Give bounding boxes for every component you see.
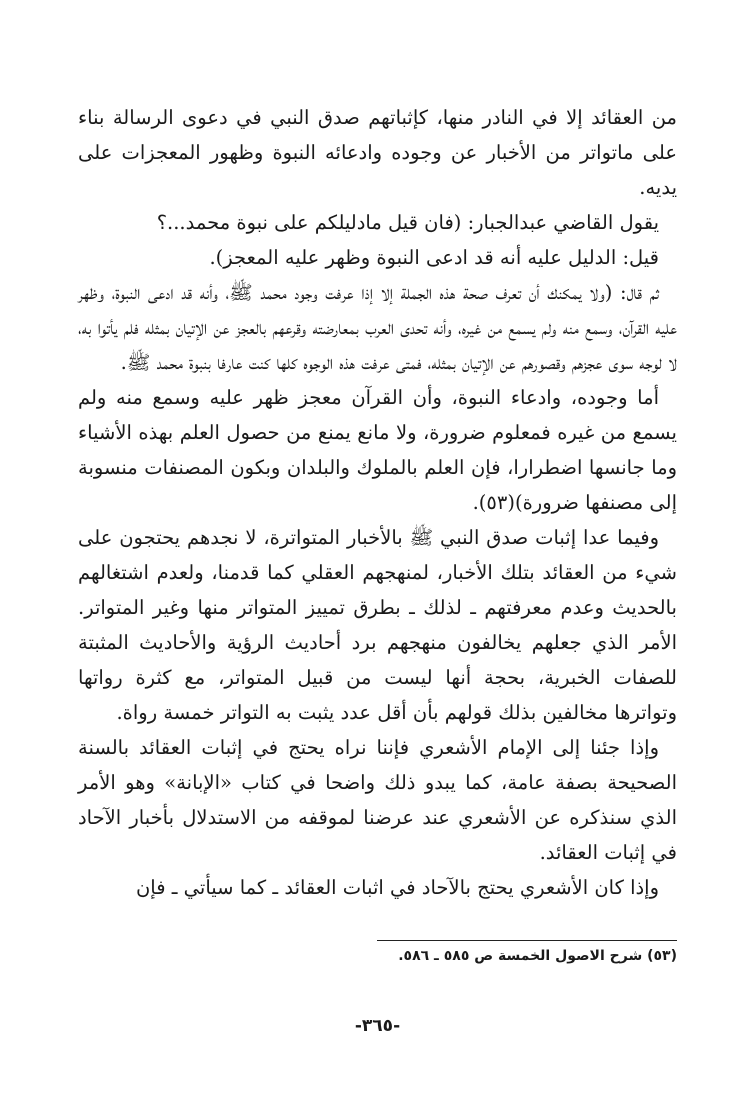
paragraph-6: وفيما عدا إثبات صدق النبي ﷺ بالأخبار المتواترة، لا نجدهم يحتجون على شيء من العقائد بتلك الأخبار، لمنهجهم العقلي كما قدمنا، ولعدم اشتغالهم بالحديث وعدم معرفتهم ـ لذلك ـ بطرق تمييز المتواتر منها وغير المتواتر. الأمر الذي جعلهم يخالفون منهجهم برد أحاديث الرؤية والأحاديث المثبتة للصفات الخبرية، بحجة أنها ليست من قبيل المتواتر، مع كثرة رواتها وتواترها مخالفين بذلك قولهم بأن أقل عدد يثبت به التواتر خمسة رواة. xyxy=(78,526,677,724)
paragraph-3: قيل: الدليل عليه أنه قد ادعى النبوة وظهر عليه المعجز). xyxy=(209,246,659,269)
page-number: -٣٦٥- xyxy=(354,1016,401,1036)
paragraph-7: وإذا جئنا إلى الإمام الأشعري فإننا نراه يحتج في إثبات العقائد بالسنة الصحيحة بصفة عامة، كما يبدو ذلك واضحا في كتاب «الإبانة» وهو الأمر الذي سنذكره عن الأشعري عند عرضنا لموقفه من الاستدلال بأخبار الآحاد في إثبات العقائد. xyxy=(78,736,677,864)
paragraph-2: يقول القاضي عبدالجبار: (فان قيل مادليلكم على نبوة محمد...؟ xyxy=(156,211,659,234)
paragraph-1: من العقائد إلا في النادر منها، كإثباتهم صدق النبي في دعوى الرسالة بناء على ماتواتر من الأخبار عن وجوده وادعائه النبوة وظهور المعجزات على يديه. xyxy=(78,106,677,199)
body-text xyxy=(78,100,677,905)
footnote: (٥٣) شرح الاصول الخمسة ص ٥٨٥ ـ ٥٨٦. xyxy=(398,948,677,964)
paragraph-5: أما وجوده، وادعاء النبوة، وأن القرآن معجز ظهر عليه وسمع منه ولم يسمع من غيره فمعلوم ضرورة، ولا مانع يمنع من حصول العلم بهذه الأشياء وما جانسها اضطرارا، فإن العلم بالملوك والبلدان وبكون المصنفات منسوبة إلى مصنفها ضرورة)(٥٣). xyxy=(78,386,677,514)
footnote-divider xyxy=(377,940,677,941)
paragraph-4: ثم قال: (ولا يمكنك أن تعرف صحة هذه الجملة إلا إذا عرفت وجود محمد ﷺ، وأنه قد ادعى النبوة، وظهر عليه القرآن، وسمع منه ولم يسمع من غيره، وأنه تحدى العرب بمعارضته وقرعهم بالعجز عن الإتيان بمثله فلم يأتوا به، لا لوجه سوى عجزهم وقصورهم عن الإتيان بمثله، فمتى عرفت هذه الوجوه كلها كنت عارفا بنبوة محمد ﷺ. xyxy=(78,281,677,374)
paragraph-8: وإذا كان الأشعري يحتج بالآحاد في اثبات العقائد ـ كما سيأتي ـ فإن xyxy=(135,876,659,899)
